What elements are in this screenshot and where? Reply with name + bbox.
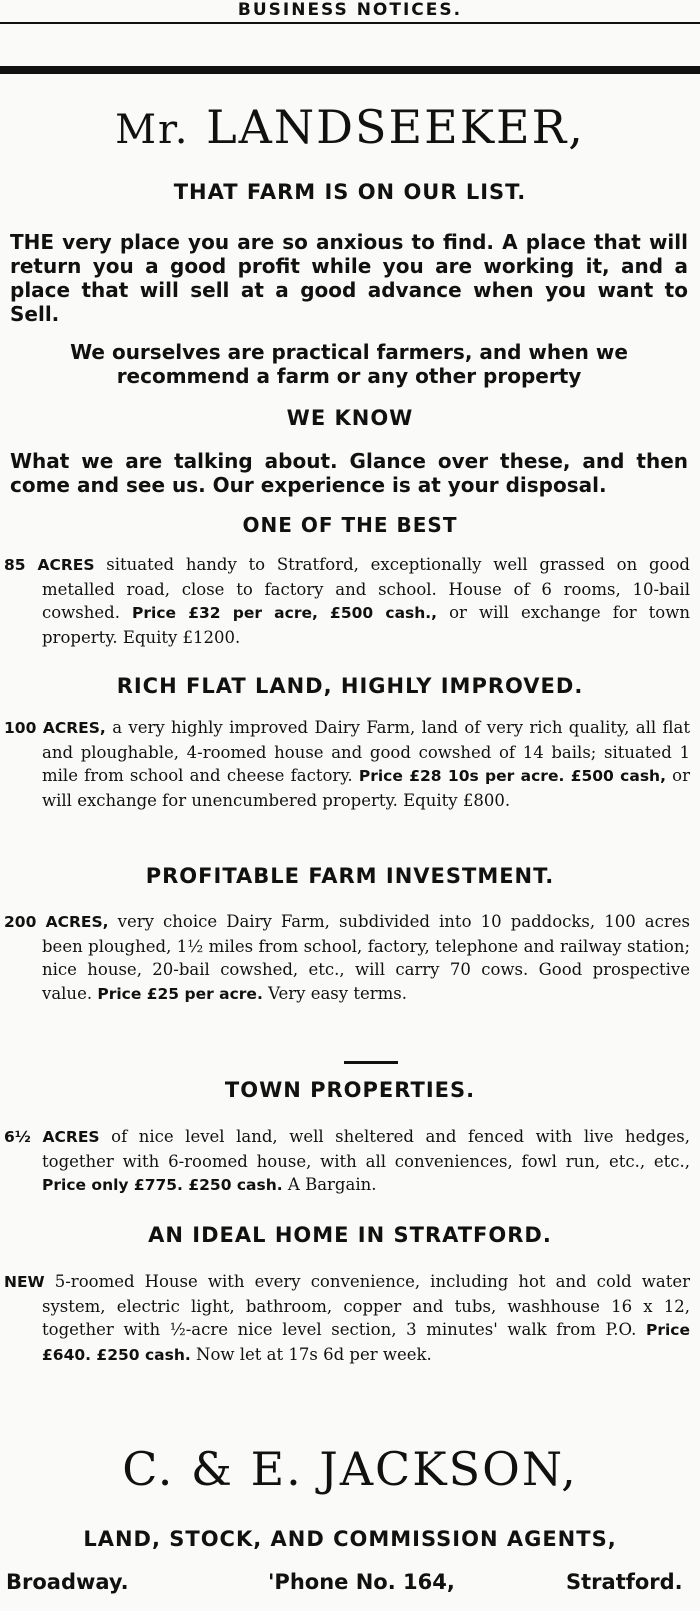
title-name: LANDSEEKER, — [206, 100, 585, 154]
listing-price: Price £640. £250 cash. — [42, 1321, 690, 1364]
listing-text: Very easy terms. — [262, 983, 407, 1003]
listing-text: 5-roomed House with every convenience, including hot and cold water system, electric light, bathroom, copper and tubs, washhouse 16 x 12, together with ½-acre nice level section, 3 minutes' walk from P.O. — [42, 1272, 690, 1339]
intro-paragraph: THE very place you are so anxious to find. A place that will return you a good profit while you are working it, and a place that will sell at a good advance when you want to Sell. — [10, 230, 688, 326]
heavy-rule — [0, 66, 700, 74]
listing-heading: TOWN PROPERTIES. — [224, 1078, 476, 1102]
listing-body — [4, 553, 690, 649]
headline: THAT FARM IS ON OUR LIST. — [173, 180, 527, 204]
listing-text: or will exchange for unencumbered property. Equity £800. — [42, 766, 690, 810]
listing-heading: AN IDEAL HOME IN STRATFORD. — [148, 1223, 552, 1247]
listing-lead: NEW — [4, 1273, 45, 1291]
intro-paragraph-2: We ourselves are practical farmers, and when we recommend a farm or any other property — [70, 340, 628, 388]
separator-dash — [344, 1061, 398, 1064]
listing-price: Price £32 per acre, £500 cash., — [132, 604, 438, 622]
listing-price: Price £28 10s per acre. £500 cash, — [358, 767, 666, 785]
intro-paragraph-3: What we are talking about. Glance over these, and then come and see us. Our experience is at your disposal. — [10, 449, 688, 497]
listing-heading: RICH FLAT LAND, HIGHLY IMPROVED. — [116, 674, 584, 698]
listing-body — [4, 1270, 690, 1367]
listing-text: A Bargain. — [282, 1175, 377, 1194]
listing-body — [4, 716, 690, 812]
listing-lead: 85 ACRES — [4, 556, 95, 574]
listing-text: or will exchange for town property. Equity £1200. — [42, 603, 690, 647]
listing-price: Price £25 per acre. — [97, 984, 263, 1003]
listing-body — [4, 1125, 690, 1198]
section-header: BUSINESS NOTICES. — [237, 0, 463, 20]
agent-street: Broadway. — [6, 1570, 129, 1594]
listing-lead: 100 ACRES, — [4, 719, 106, 737]
listing-text: very choice Dairy Farm, subdivided into 10 paddocks, 100 acres been ploughed, 1½ miles from school, factory, telephone and railway station; nice house, 20-bail cowshed, etc., will carry 70 cows. Good prospective value. — [42, 912, 691, 1003]
listing-text: situated handy to Stratford, exceptionally well grassed on good metalled road, close to factory and school. House of 6 rooms, 10-bail cowshed. — [42, 555, 690, 622]
listing-lead: 200 ACRES, — [4, 913, 109, 931]
agent-town: Stratford. — [566, 1570, 683, 1594]
agent-phone: 'Phone No. 164, — [268, 1570, 455, 1594]
agent-name: C. & E. JACKSON, — [122, 1442, 578, 1496]
listing-body — [4, 910, 690, 1006]
agent-contact-row — [0, 1570, 700, 1600]
we-know-heading: WE KNOW — [286, 406, 414, 430]
listing-price: Price only £775. £250 cash. — [42, 1176, 283, 1194]
ad-title — [0, 100, 700, 154]
top-rule — [0, 22, 700, 24]
listing-heading: ONE OF THE BEST — [242, 513, 458, 537]
listing-lead: 6½ ACRES — [4, 1128, 100, 1146]
title-prefix: Mr. — [115, 107, 190, 153]
listing-text: of nice level land, well sheltered and fenced with live hedges, together with 6-roomed house, with all conveniences, fowl run, etc., etc., — [42, 1127, 690, 1171]
listing-heading: PROFITABLE FARM INVESTMENT. — [145, 864, 555, 888]
agent-role: LAND, STOCK, AND COMMISSION AGENTS, — [83, 1527, 617, 1551]
listing-text: Now let at 17s 6d per week. — [190, 1344, 432, 1364]
listing-text: a very highly improved Dairy Farm, land of very rich quality, all flat and ploughable, 4-roomed house and good cowshed of 14 bails; situated 1 mile from school and cheese factory. — [42, 718, 690, 785]
